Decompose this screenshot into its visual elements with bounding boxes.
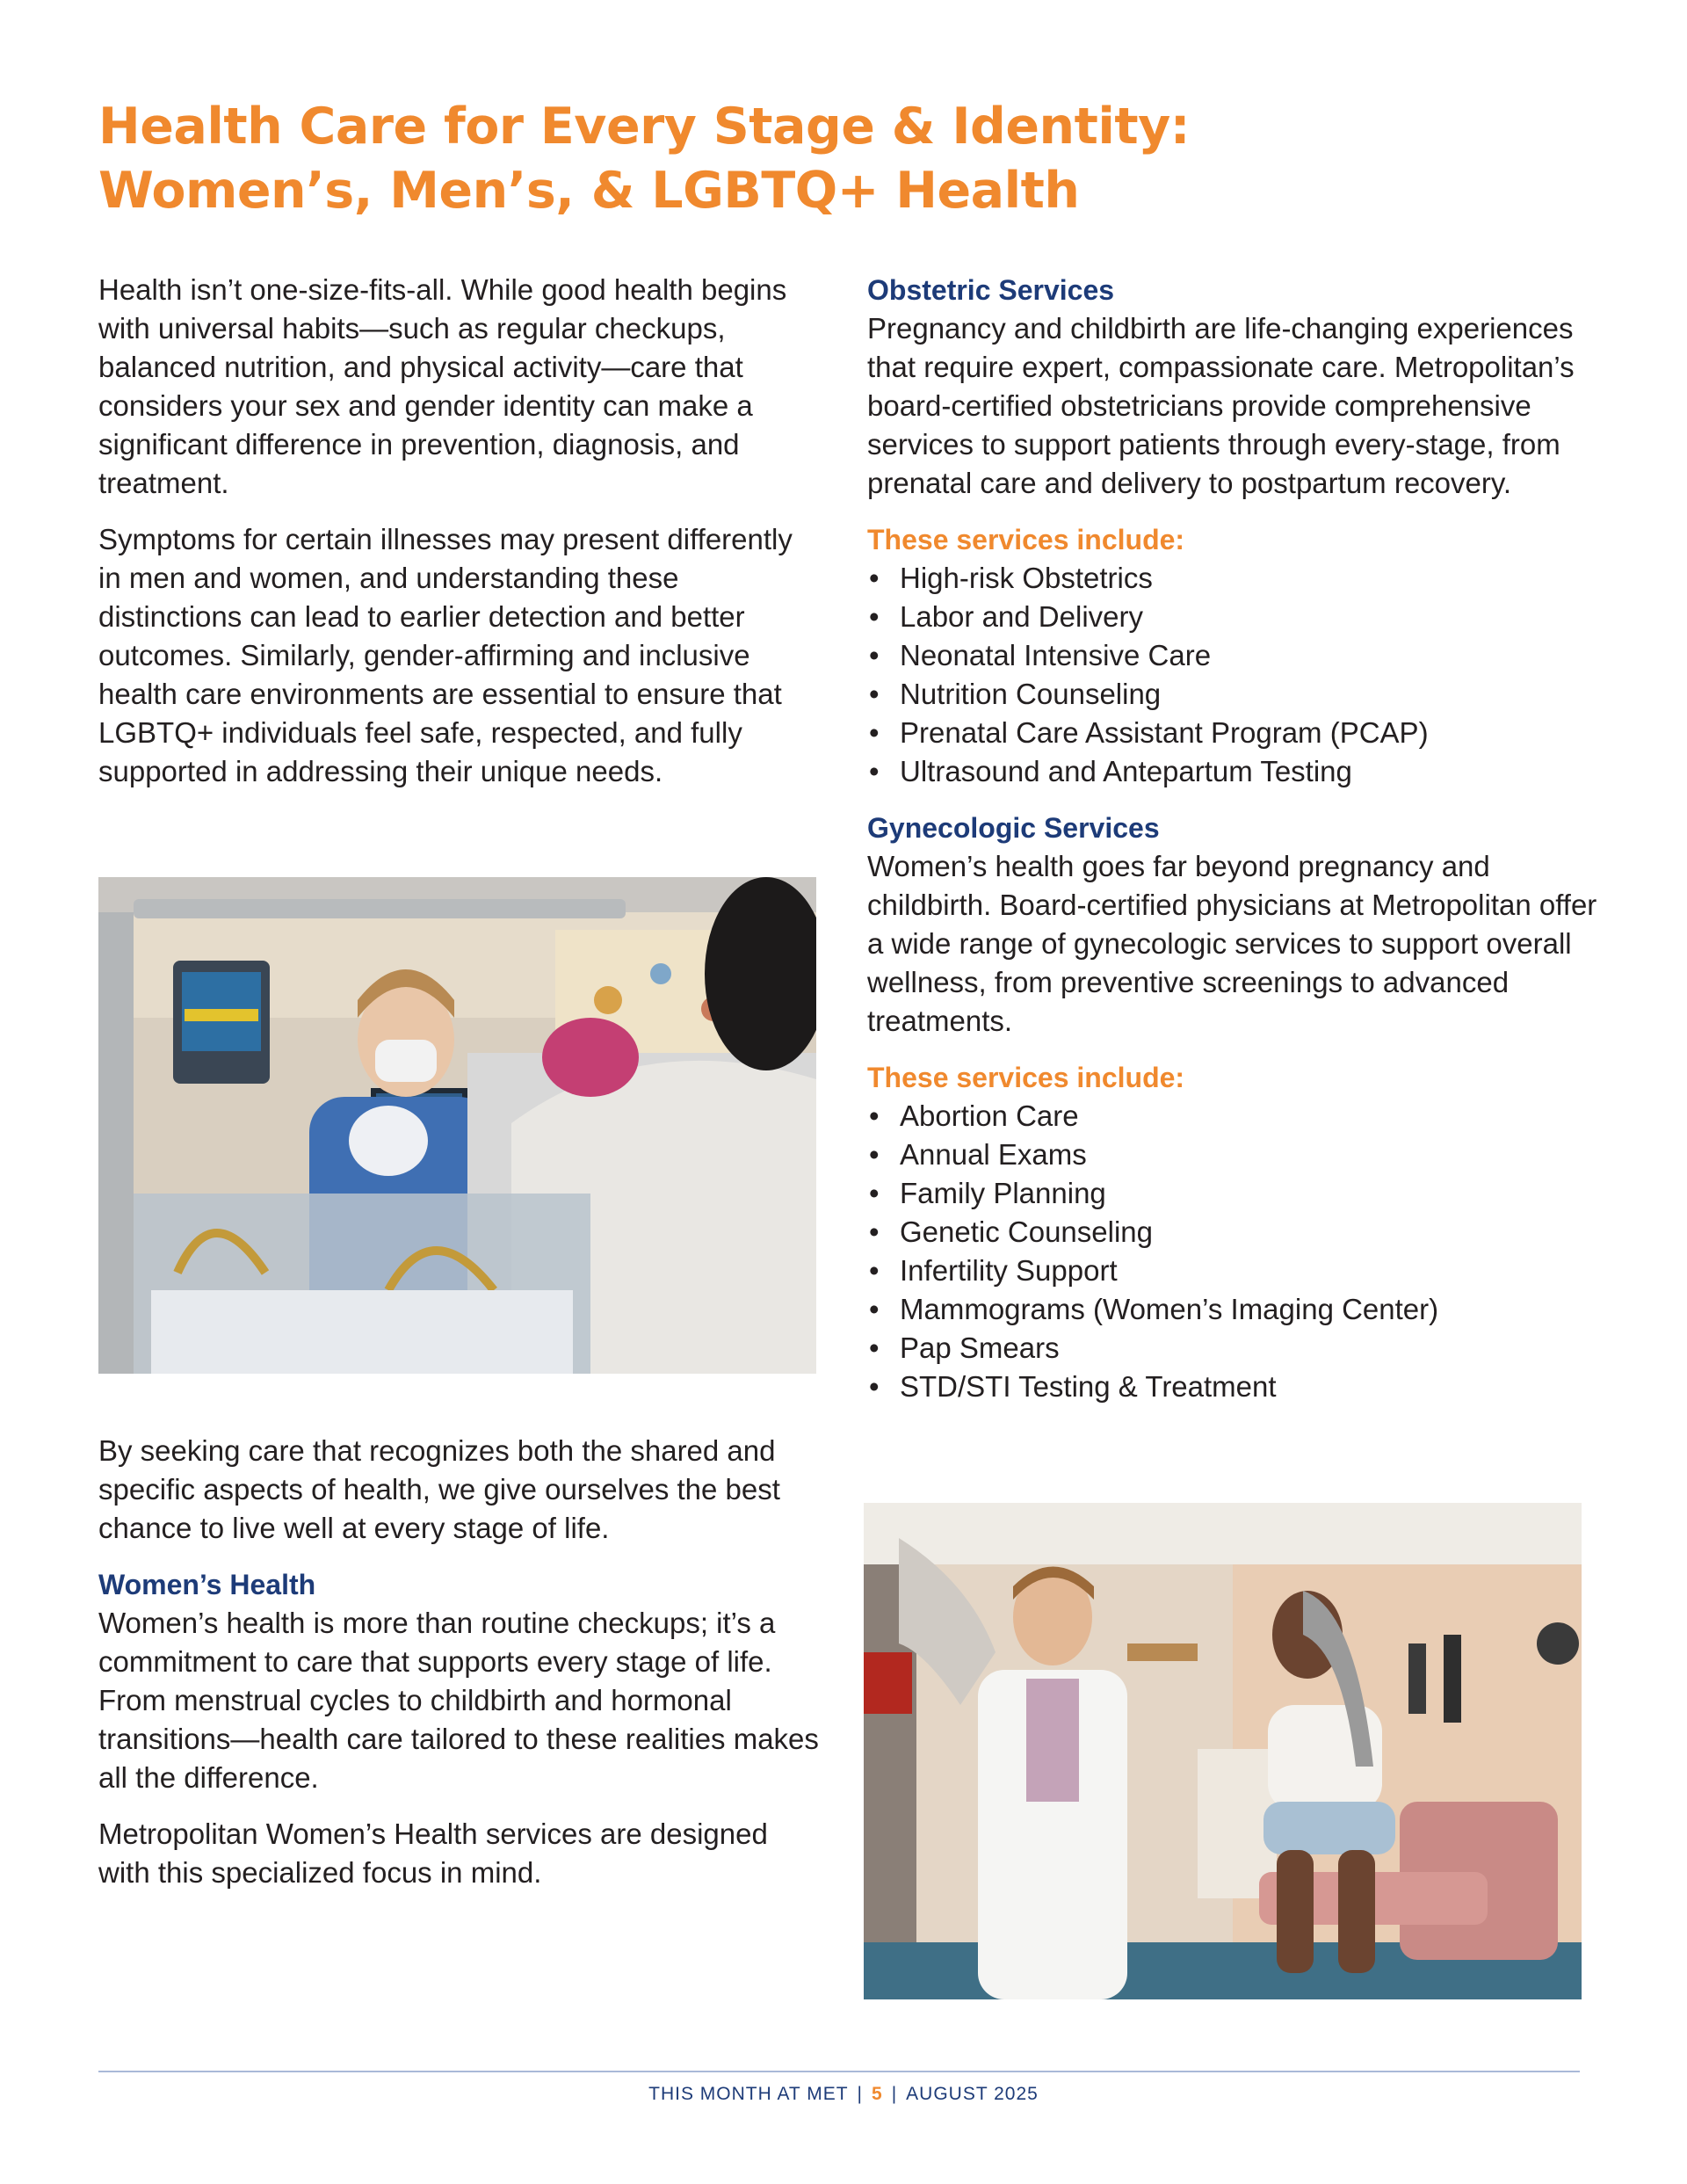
womens-health-heading: Women’s Health [98, 1569, 316, 1600]
gynecologic-list-heading: These services include: [867, 1062, 1185, 1093]
exam-room-photo [864, 1503, 1582, 1999]
list-item: • Infertility Support [869, 1254, 1118, 1287]
page-number: 5 [872, 2084, 883, 2104]
footer-date: AUGUST 2025 [906, 2084, 1039, 2104]
obstetric-list-heading: These services include: [867, 524, 1185, 555]
footer-separator: | [857, 2084, 863, 2104]
list-item: • Pap Smears [869, 1331, 1060, 1364]
page-title-line-1: Health Care for Every Stage & Identity: [98, 98, 1191, 156]
page-title-line-2: Women’s, Men’s, & LGBTQ+ Health [98, 162, 1080, 220]
list-item: • Prenatal Care Assistant Program (PCAP) [869, 716, 1429, 749]
list-item: • Ultrasound and Antepartum Testing [869, 755, 1352, 787]
footer-separator: | [891, 2084, 898, 2104]
womens-health-paragraph: Women’s health is more than routine checkups; it’s a commitment to care that supports every stage of life. From menstrual cycles to childbirth and hormonal transitions—health care tailored to these realities makes all the difference. [98, 1607, 819, 1794]
footer-publication: THIS MONTH AT MET [648, 2084, 849, 2104]
list-item: • Annual Exams [869, 1138, 1087, 1171]
page-footer [0, 2084, 1687, 2105]
intro-paragraph: Health isn’t one-size-fits-all. While good health begins with universal habits—such as regular checkups, balanced nutrition, and physical activity—care that considers your sex and gender identity can make a significant difference in prevention, diagnosis, and treatment. [98, 273, 787, 499]
list-item: • Nutrition Counseling [869, 678, 1162, 710]
list-item: • STD/STI Testing & Treatment [869, 1370, 1277, 1403]
page-title [98, 95, 1592, 223]
footer-rule [98, 2071, 1580, 2072]
services-column [867, 271, 1605, 1424]
list-item: • Genetic Counseling [869, 1215, 1154, 1248]
womens-health-paragraph: Metropolitan Women’s Health services are designed with this specialized focus in mind. [98, 1818, 768, 1889]
obstetric-heading: Obstetric Services [867, 274, 1115, 306]
list-item: • Labor and Delivery [869, 600, 1143, 633]
list-item: • High-risk Obstetrics [869, 562, 1153, 594]
obstetric-paragraph: Pregnancy and childbirth are life-changing experiences that require expert, compassionate care. Metropolitan’s board-certified obstetricians provide comprehensive services to support patients through every-stage, from prenatal care and delivery to postpartum recovery. [867, 312, 1575, 499]
nicu-photo [98, 877, 816, 1374]
closing-paragraph: By seeking care that recognizes both the shared and specific aspects of health, we give ourselves the best chance to live well at every stage of life. [98, 1434, 780, 1544]
obstetric-services-list [867, 559, 1605, 791]
list-item: • Mammograms (Women’s Imaging Center) [869, 1293, 1439, 1325]
intro-section [98, 271, 819, 809]
intro-paragraph: Symptoms for certain illnesses may present differently in men and women, and understanding these distinctions can lead to earlier detection and better outcomes. Similarly, gender-affirming and inclusive health care environments are essential to ensure that LGBTQ+ individuals feel safe, respected, and fully supported in addressing their unique needs. [98, 523, 793, 787]
list-item: • Neonatal Intensive Care [869, 639, 1212, 671]
list-item: • Family Planning [869, 1177, 1106, 1209]
gynecologic-heading: Gynecologic Services [867, 812, 1160, 844]
gynecologic-paragraph: Women’s health goes far beyond pregnancy and childbirth. Board-certified physicians at Metropolitan offer a wide range of gynecologic services to support overall wellness, from preventive screenings to advanced treatments. [867, 850, 1597, 1037]
womens-health-section [98, 1432, 819, 1910]
gynecologic-services-list [867, 1097, 1605, 1406]
list-item: • Abortion Care [869, 1099, 1079, 1132]
